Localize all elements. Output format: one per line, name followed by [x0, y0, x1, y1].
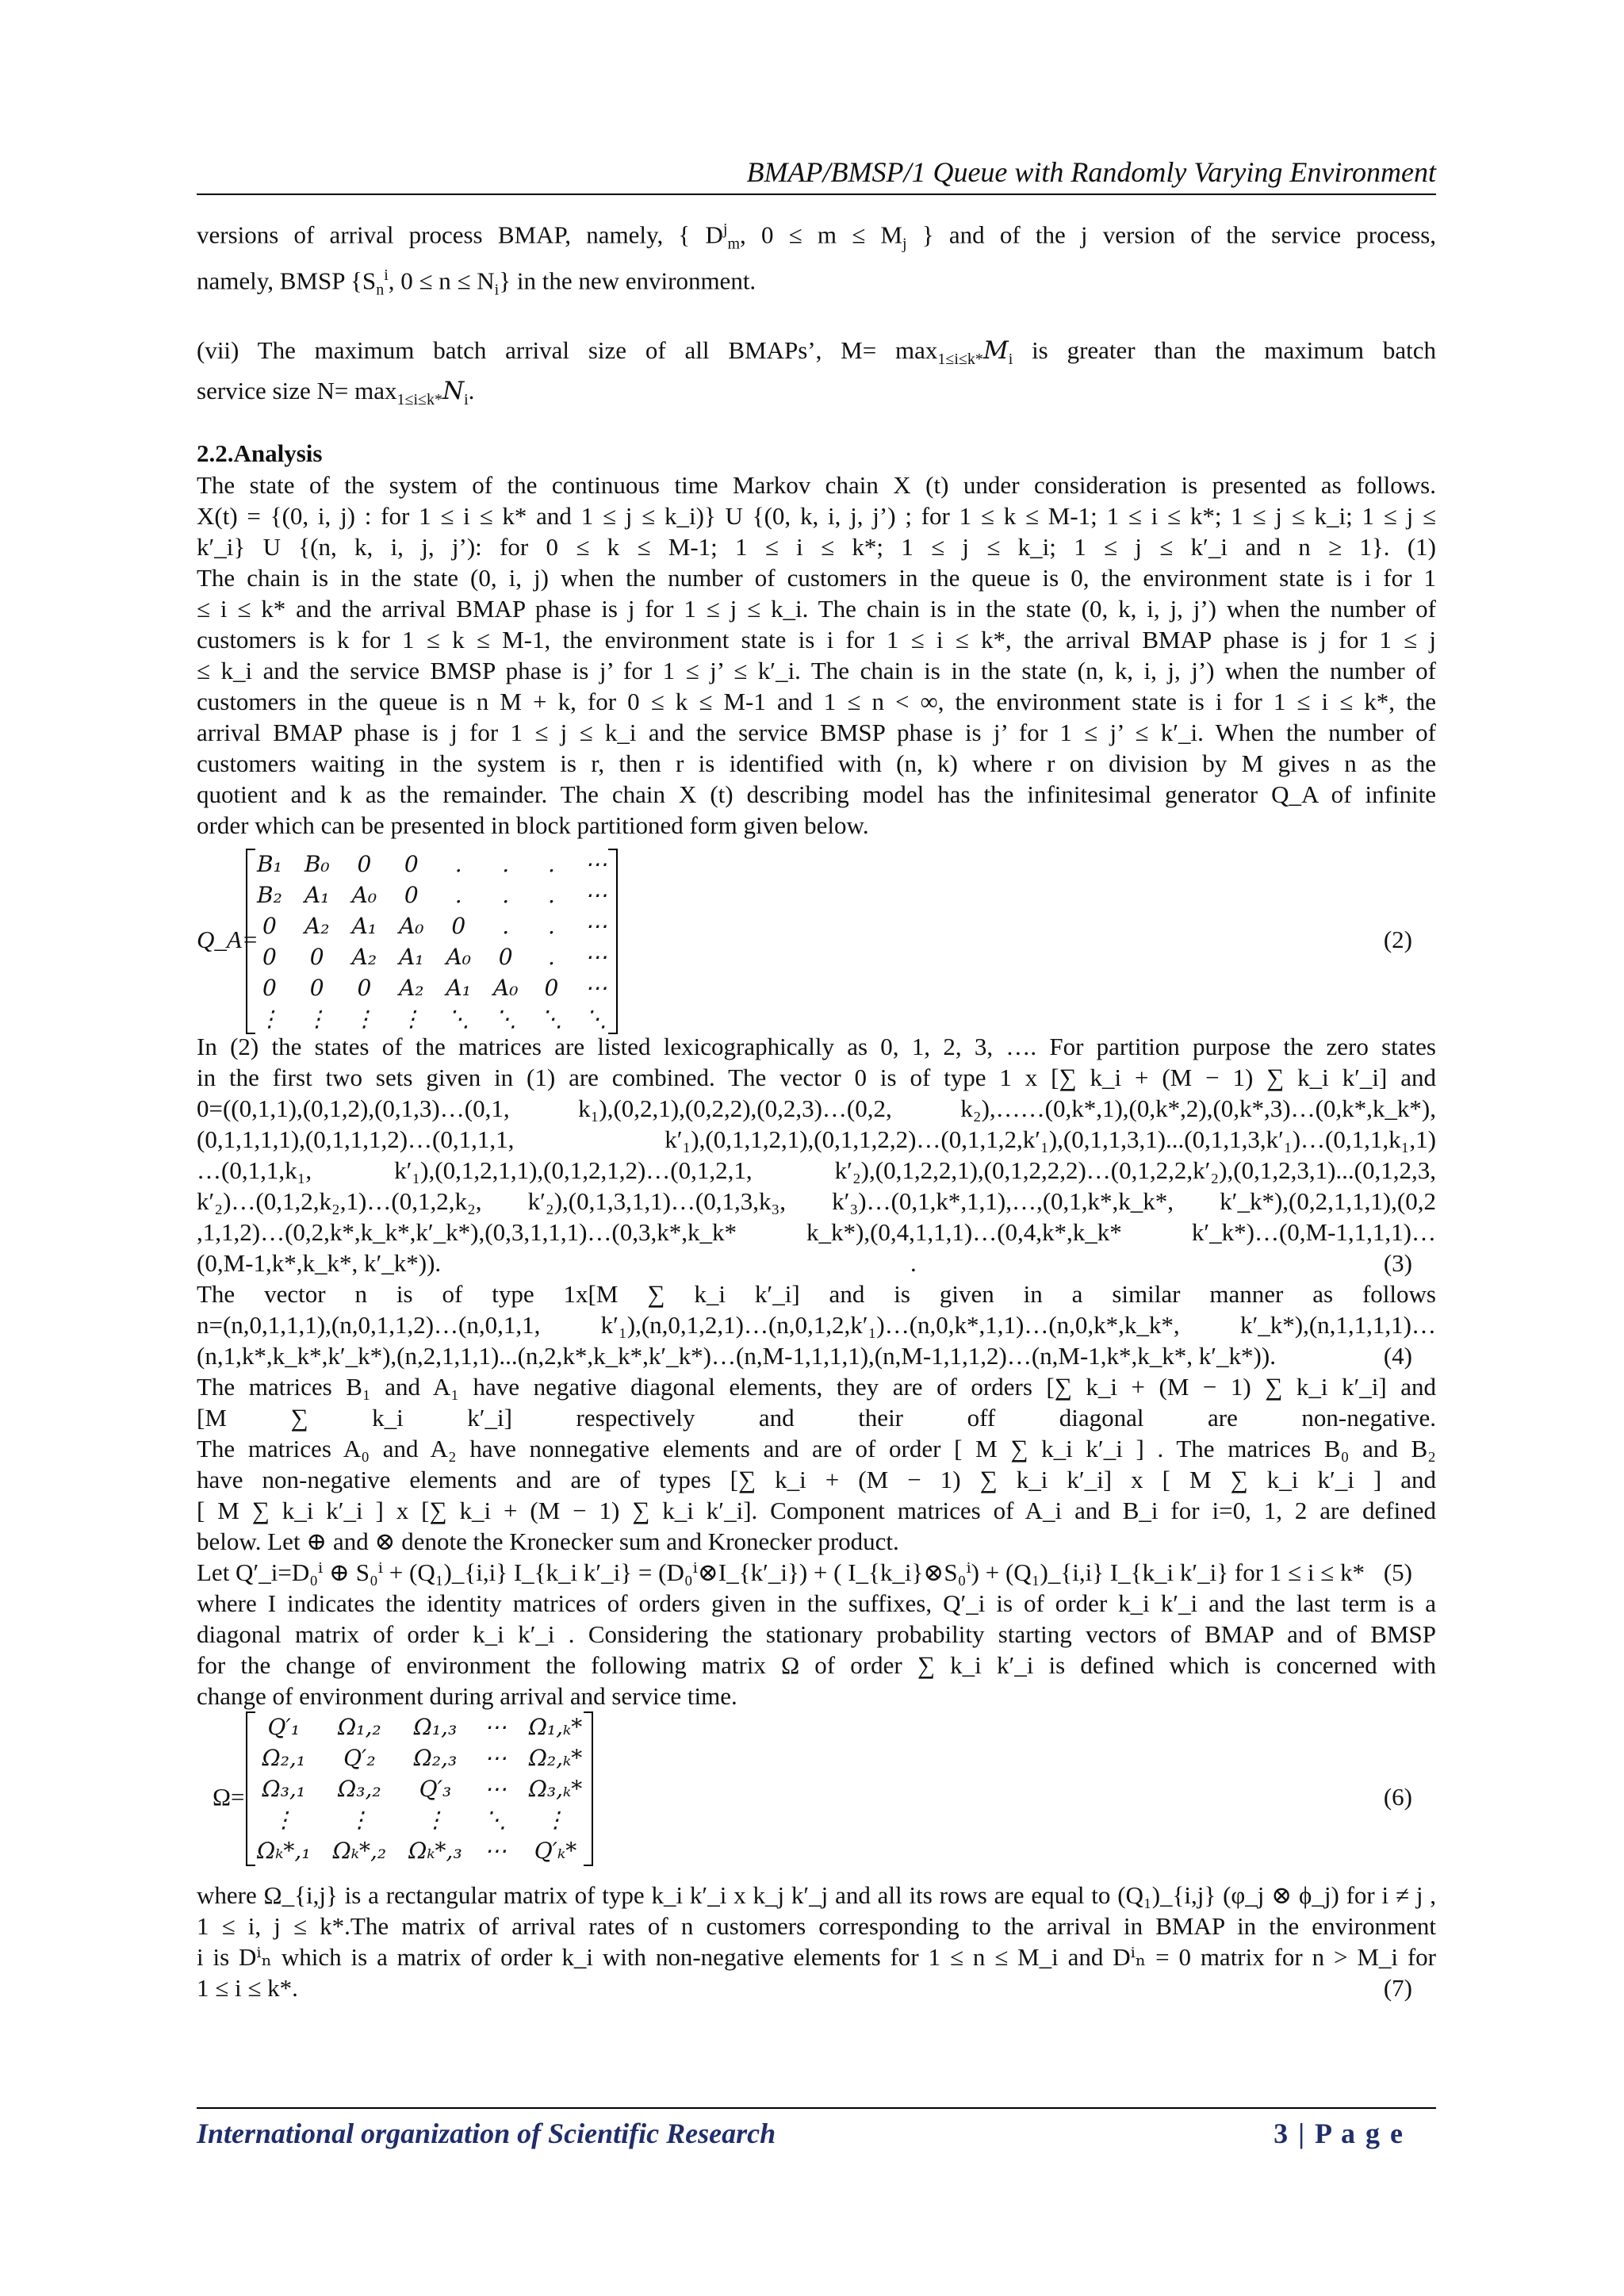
left-bracket — [246, 1711, 255, 1866]
matrix-cell: ⋮ — [348, 1807, 371, 1833]
body-line: i is Dⁱₙ which is a matrix of order k_i with non-negative elements for 1 ≤ n ≤ M_i and Dⁱₙ = 0 matrix for n > M_i for — [197, 1943, 1436, 1971]
body-line: 0=((0,1,1),(0,1,2),(0,1,3)…(0,1, k₁),(0,2,1),(0,2,2),(0,2,3)…(0,2, k₂),……(0,k*,1),(0,k*,2),(0,k*,3)…(0,k*,k_k*), — [197, 1094, 1436, 1122]
body-line: where Ω_{i,j} is a rectangular matrix of type k_i k′_i x k_j k′_j and all its rows are equal to (Q₁)_{i,j} (φ_j ⊗ ϕ_j) for i ≠ j , — [197, 1881, 1436, 1909]
body-line: (0,1,1,1,1),(0,1,1,1,2)…(0,1,1,1, k′₁),(0,1,1,2,1),(0,1,1,2,2)…(0,1,1,2,k′₁),(0,1,1,3,1)...(0,1,1,3,k′₁)…(0,1,1,k₁,1) — [197, 1125, 1436, 1153]
matrix-row — [246, 880, 618, 910]
matrix-cell: Q′ₖ* — [534, 1838, 577, 1864]
para1-text-f: } in the new environment. — [499, 266, 756, 294]
matrix-cell: 0 — [451, 913, 466, 939]
matrix-cell: A₁ — [304, 882, 330, 908]
body-line: (n,1,k*,k_k*,k′_k*),(n,2,1,1,1)...(n,2,k*,k_k*,k′_k*)…(n,M-1,1,1,1),(n,M-1,1,1,2)…(n,M-1,k*,k_k*, k′_k*)). — [197, 1342, 1276, 1370]
matrix-cell: 0 — [357, 851, 372, 877]
matrix-cell: . — [502, 913, 510, 939]
matrix-cell: A₂ — [399, 975, 424, 1001]
body-line: [ M ∑ k_i k′_i ] x [∑ k_i + (M − 1) ∑ k_i k′_i]. Component matrices of A_i and B_i for i=0, 1, 2 are defined — [197, 1497, 1436, 1524]
matrix-cell: 0 — [262, 913, 277, 939]
equation-number: (5) — [1383, 1558, 1412, 1586]
matrix-cell: ⋮ — [272, 1807, 295, 1833]
vector-definitions: In (2) the states of the matrices are listed lexicographically as 0, 1, 2, 3, …. For partition purpose the zero states in the first two sets given in (1) are combined. The vector 0 is of type 1 x [∑ k_i + (M − 1) ∑ k_i k′_i] and 0=((0,1,1),(0,1,2),(0,1,3)…(0,1, k₁),(0,2,1),(0,2,2),(0,2,3)…(0,2, k₂),……(0,k*,1),(0,k*,2),(0,k*,3)…(0,k*,k_k*), (0,1,1,1,1),(0,1,1,1,2)…(0,1,1,1, k′₁),(0,1,1,2,1),(0,1,1,2,2)…(0,1,1,2,k′₁),(0,1,1,3,1)...(0,1,1,3,k′₁)…(0,1,1,k₁,1) …(0,1,1,k₁, k′₁),(0,1,2,1,1),(0,1,2,1,2)…(0,1,2,1, k′₂),(0,1,2,2,1),(0,1,2,2,2)…(0,1,2,2,k′₂),(0,1,2,3,1)...(0,1,2,3, k′₂)…(0,1,2,k₂,1)…(0,1,2,k₂, k′₂),(0,1,3,1,1)…(0,1,3,k₃, k′₃)…(0,1,k*,1,1),…,(0,1,k*,k_k*, k′_k*),(0,2,1,1,1),(0,2 ,1,1,2)…(0,2,k*,k_k*,k′_k*),(0,3,1,1,1)…(0,3,k*,k_k* k_k*),(0,4,1,1,1)…(0,4,k*,k_k* k′_k*)…(0,M-1,1,1,1)… (0,M-1,k*,k_k*, k′_k*)). . (3) The vector n is of type 1x[M ∑ k_i k′_i] and is given in a similar manner as follows n=(n,0,1,1,1),(n,0,1,1,2)…(n,0,1,1, k′₁),(n,0,1,2,1)…(n,0,1,2,k′₁)…(n,0,k*,1,1)…(n,0,k*,k_k*, k′_k*),(n,1,1,1,1)… (n,1,k*,k_k*,k′_k*),(n,2,1,1,1)...(n,2,k*,k_k*,k′_k*)…(n,M-1,1,1,1),(n,M-1,1,1,2)…(n,M-1,k*,k_k*, k′_k*)). (4) The matrices B₁ and A₁ have negative diagonal elements, they are of orders [∑ k_i + (M − 1) ∑ k_i k′_i] and [M ∑ k_i k′_i] respectively and their off diagonal are non-negative. The matrices A₀ and A₂ have nonnegative elements and are of order [ M ∑ k_i k′_i ] . The matrices B₀ and B₂ have non-negative elements and are of types [∑ k_i + (M − 1) ∑ k_i k′_i] x [ M ∑ k_i k′_i ] and [ M ∑ k_i k′_i ] x [∑ k_i + (M − 1) ∑ k_i k′_i]. Component matrices of A_i and B_i for i=0, 1, 2 are defined below. Let ⊕ and ⊗ denote the Kronecker sum and Kronecker product. Let Q′_i=D₀ⁱ ⊕ S₀ⁱ + (Q₁)_{i,i} I_{k_i k′_i} = (D₀ⁱ⊗I_{k′_i}) + ( I_{k_i}⊗S₀ⁱ) + (Q₁)_{i,i} I_{k_i k′_i} for 1 ≤ i ≤ k* (5) where I indicates the identity matrices of orders given in the suffixes, Q′_i is of order k_i k′_i and the last term is a diagonal matrix of order k_i k′_i . Considering the stationary probability starting vectors of BMAP and of BMSP for the change of environment the following matrix Ω of order ∑ k_i k′_i is defined which is concerned with change of environment during arrival and service time. — [197, 1033, 1436, 1710]
para1-text-b: , 0 ≤ m ≤ M — [740, 220, 902, 249]
body-line: The matrices B₁ and A₁ have negative diagonal elements, they are of orders [∑ k_i + (M − 1) ∑ k_i k′_i] and — [197, 1373, 1436, 1401]
matrix-cell: Ω₂,₃ — [413, 1745, 458, 1771]
omega-matrix — [246, 1711, 593, 1866]
matrix-row — [246, 849, 618, 880]
matrix-cell: 0 — [309, 975, 324, 1001]
matrix-cell: Ωₖ*,₁ — [257, 1838, 311, 1864]
analysis-line: k′_i} U {(n, k, i, j, j’): for 0 ≤ k ≤ M-1; 1 ≤ i ≤ k*; 1 ≤ j ≤ k_i; 1 ≤ j ≤ k′_i and n ≥ 1}. (1) — [197, 533, 1436, 561]
matrix-cell: B₀ — [304, 851, 330, 877]
omega-equation — [197, 1711, 1436, 1880]
matrix-row — [246, 972, 618, 1003]
equation-number: (6) — [1383, 1783, 1412, 1811]
closing-paragraph — [197, 1880, 1436, 2003]
matrix-cell: ⋯ — [584, 851, 607, 877]
matrix-cell: ⋱ — [540, 1006, 563, 1032]
matrix-cell: 0 — [544, 975, 559, 1001]
matrix-cell: . — [502, 851, 510, 877]
matrix-cell: . — [502, 882, 510, 908]
equation-number: (7) — [1383, 1974, 1412, 2002]
para2-line2: service size N= max — [197, 377, 397, 405]
para2-mi: M — [982, 336, 1009, 365]
body-line: (0,M-1,k*,k_k*, k′_k*)). — [197, 1249, 442, 1277]
matrix-cell: ⋮ — [400, 1006, 423, 1032]
matrix-cell: A₁ — [446, 975, 471, 1001]
matrix-cell: Ω₃,ₖ* — [528, 1776, 583, 1802]
body-line: Let Q′_i=D₀ⁱ ⊕ S₀ⁱ + (Q₁)_{i,i} I_{k_i k′_i} = (D₀ⁱ⊗I_{k′_i}) + ( I_{k_i}⊗S₀ⁱ) + (Q₁)_{i,i} I_{k_i k′_i} for 1 ≤ i ≤ k* — [197, 1558, 1365, 1586]
matrix-cell: A₂ — [351, 944, 377, 970]
matrix-cell: . — [547, 944, 555, 970]
matrix-cell: 0 — [404, 882, 419, 908]
body-line: in the first two sets given in (1) are combined. The vector 0 is of type 1 x [∑ k_i + (M − 1) ∑ k_i k′_i] and — [197, 1064, 1436, 1091]
body-line: 1 ≤ i ≤ k*. — [197, 1974, 298, 2002]
body-line: for the change of environment the following matrix Ω of order ∑ k_i k′_i is defined which is concerned with — [197, 1651, 1436, 1679]
paragraph-versions: versions of arrival process BMAP, namely, { $D^j_m$, $0 \le m \le M_j$ } and of the j version of the service process, namely, BMSP {$S_n^i$, $0 \le n \le N_i$} in the new environment. — [197, 220, 1437, 299]
body-line: have non-negative elements and are of types [∑ k_i + (M − 1) ∑ k_i k′_i] x [ M ∑ k_i k′_i ] and — [197, 1466, 1436, 1493]
qa-matrix — [246, 849, 618, 1034]
matrix-cell: A₀ — [446, 944, 471, 970]
body-line: In (2) the states of the matrices are listed lexicographically as 0, 1, 2, 3, …. For partition purpose the zero states — [197, 1033, 1436, 1060]
para1-text-e: , 0 ≤ n ≤ N — [388, 266, 495, 294]
para1-text-d: namely, BMSP {S — [197, 266, 377, 294]
running-title: BMAP/BMSP/1 Queue with Randomly Varying Environment — [746, 156, 1436, 188]
qa-equation — [197, 849, 1436, 1031]
matrix-cell: ⋯ — [484, 1745, 507, 1771]
matrix-cell: . — [454, 851, 462, 877]
matrix-cell: 0 — [498, 944, 513, 970]
analysis-paragraph — [197, 470, 1436, 841]
matrix-cell: B₂ — [257, 882, 282, 908]
matrix-row — [246, 941, 618, 972]
body-line: k′₂)…(0,1,2,k₂,1)…(0,1,2,k₂, k′₂),(0,1,3,1,1)…(0,1,3,k₃, k′₃)…(0,1,k*,1,1),…,(0,1,k*,k_k*, k′_k*),(0,2,1,1,1),(0,2 — [197, 1187, 1436, 1215]
body-line: diagonal matrix of order k_i k′_i . Considering the stationary probability starting vectors of BMAP and of BMSP — [197, 1620, 1436, 1648]
analysis-line: ≤ k_i and the service BMSP phase is j’ for 1 ≤ j’ ≤ k′_i. The chain is in the state (n, k, i, j, j’) when the number of — [197, 657, 1436, 684]
matrix-cell: 0 — [404, 851, 419, 877]
qa-label: Q_A= — [197, 926, 259, 953]
matrix-cell: A₂ — [304, 913, 330, 939]
matrix-cell: . — [454, 882, 462, 908]
right-bracket — [584, 1711, 593, 1866]
matrix-cell: ⋱ — [484, 1807, 507, 1833]
body-line: The matrices A₀ and A₂ have nonnegative elements and are of order [ M ∑ k_i k′_i ] . The matrices B₀ and B₂ — [197, 1435, 1436, 1462]
section-heading: 2.2.Analysis — [197, 439, 323, 467]
matrix-cell: ⋮ — [305, 1006, 328, 1032]
matrix-cell: . — [547, 882, 555, 908]
matrix-cell: A₁ — [399, 944, 424, 970]
matrix-cell: ⋮ — [258, 1006, 281, 1032]
body-line: The vector n is of type 1x[M ∑ k_i k′_i] and is given in a similar manner as follows — [197, 1280, 1436, 1308]
matrix-cell: 0 — [262, 944, 277, 970]
matrix-row — [246, 1003, 618, 1034]
matrix-cell: 0 — [357, 975, 372, 1001]
matrix-cell: ⋮ — [353, 1006, 376, 1032]
matrix-cell: A₀ — [492, 975, 519, 1001]
body-line: 1 ≤ i, j ≤ k*.The matrix of arrival rates of n customers corresponding to the arrival in BMAP in the environment — [197, 1912, 1436, 1940]
body-line: where I indicates the identity matrices of orders given in the suffixes, Q′_i is of order k_i k′_i and the last term is a — [197, 1589, 1436, 1617]
footer-organization: International organization of Scientific Research — [197, 2118, 776, 2149]
analysis-line: ≤ i ≤ k* and the arrival BMAP phase is j for 1 ≤ j ≤ k_i. The chain is in the state (0, k, i, j, j’) when the number of — [197, 595, 1436, 623]
equation-number: (4) — [1383, 1342, 1412, 1370]
matrix-cell: ⋯ — [584, 975, 607, 1001]
matrix-cell: B₁ — [257, 851, 282, 877]
matrix-cell: ⋯ — [484, 1776, 507, 1802]
matrix-cell: ⋯ — [584, 882, 607, 908]
matrix-cell: Ωₖ*,₂ — [332, 1838, 387, 1864]
matrix-cell: Ω₃,₂ — [338, 1776, 381, 1802]
analysis-line: customers is k for 1 ≤ k ≤ M-1, the environment state is i for 1 ≤ i ≤ k*, the arrival BMAP phase is j for 1 ≤ j — [197, 626, 1436, 654]
para1-text-c: } and of the j version of the service process, — [921, 220, 1437, 249]
matrix-cell: Ω₁,₂ — [338, 1714, 381, 1740]
matrix-cell: ⋱ — [584, 1006, 607, 1032]
equation-number: (3) — [1383, 1249, 1412, 1277]
running-header — [197, 155, 1436, 195]
matrix-row — [246, 1711, 593, 1742]
matrix-cell: ⋯ — [584, 913, 607, 939]
matrix-cell: Ω₂,₁ — [262, 1745, 306, 1771]
analysis-line: customers in the queue is n M + k, for 0 ≤ k ≤ M-1 and 1 ≤ n < ∞, the environment state is i for 1 ≤ i ≤ k*, the — [197, 688, 1436, 715]
matrix-cell: 0 — [262, 975, 277, 1001]
para2-line1: (vii) The maximum batch arrival size of all BMAPs’, M= max — [197, 336, 938, 364]
matrix-cell: ⋮ — [423, 1807, 446, 1833]
page-footer — [197, 2107, 1436, 2150]
matrix-cell: Ω₂,ₖ* — [528, 1745, 583, 1771]
analysis-line: quotient and k as the remainder. The chain X (t) describing model has the infinitesimal generator Q_A of infinite — [197, 780, 1436, 808]
matrix-cell: Ω₁,ₖ* — [528, 1714, 583, 1740]
matrix-cell: ⋯ — [484, 1714, 507, 1740]
matrix-cell: Q′₃ — [419, 1776, 452, 1802]
matrix-cell: ⋯ — [584, 944, 607, 970]
matrix-row — [246, 910, 618, 941]
para2-line2c: . — [468, 377, 475, 405]
analysis-line: X(t) = {(0, i, j) : for 1 ≤ i ≤ k* and 1 ≤ j ≤ k_i)} U {(0, k, i, j, j’) ; for 1 ≤ k ≤ M-1; 1 ≤ i ≤ k*; 1 ≤ j ≤ k_i; 1 ≤ j ≤ — [197, 502, 1436, 530]
para1-sub-m: m — [727, 235, 740, 253]
matrix-cell: . — [547, 913, 555, 939]
body-line: ,1,1,2)…(0,2,k*,k_k*,k′_k*),(0,3,1,1,1)…(0,3,k*,k_k* k_k*),(0,4,1,1,1)…(0,4,k*,k_k* k′_k*)…(0,M-1,1,1,1)… — [197, 1218, 1436, 1246]
matrix-cell: . — [547, 851, 555, 877]
matrix-cell: A₀ — [351, 882, 377, 908]
analysis-line: arrival BMAP phase is j for 1 ≤ j ≤ k_i and the service BMSP phase is j’ for 1 ≤ j’ ≤ k′_i. When the number of — [197, 719, 1436, 746]
body-line: below. Let ⊕ and ⊗ denote the Kronecker sum and Kronecker product. — [197, 1527, 899, 1555]
body-line: change of environment during arrival and service time. — [197, 1682, 737, 1710]
paragraph-vii: (vii) The maximum batch arrival size of all BMAPs’, $M= \max_{1\le i\le k*}M_i$ is greater than the maximum batch service size $N= \max_{1\le i\le k*}N_i$. — [197, 336, 1436, 409]
para1-text-a: versions of arrival process BMAP, namely, { D — [197, 220, 723, 249]
para2-line1c: is greater than the maximum batch — [1013, 336, 1436, 364]
analysis-line: The state of the system of the continuous time Markov chain X (t) under consideration is presented as follows. — [197, 471, 1436, 499]
matrix-cell: ⋱ — [447, 1006, 470, 1032]
right-bracket — [608, 849, 618, 1034]
left-bracket — [246, 849, 255, 1034]
matrix-cell: ⋱ — [494, 1006, 517, 1032]
page-number: 3 | P a g e — [1274, 2118, 1404, 2149]
matrix-row — [246, 1804, 593, 1835]
matrix-cell: Ωₖ*,₃ — [408, 1838, 462, 1864]
body-line: n=(n,0,1,1,1),(n,0,1,1,2)…(n,0,1,1, k′₁),(n,0,1,2,1)…(n,0,1,2,k′₁)…(n,0,k*,1,1)…(n,0,k*,k_k*, k′_k*),(n,1,1,1,1)… — [197, 1311, 1436, 1339]
matrix-cell: Ω₃,₁ — [262, 1776, 306, 1802]
matrix-cell: Q′₂ — [343, 1745, 376, 1771]
matrix-cell: ⋯ — [484, 1838, 507, 1864]
analysis-line: customers waiting in the system is r, then r is identified with (n, k) where r on division by M gives n as the — [197, 749, 1436, 777]
matrix-cell: A₁ — [351, 913, 377, 939]
analysis-line: order which can be presented in block partitioned form given below. — [197, 811, 869, 839]
matrix-cell: A₀ — [399, 913, 424, 939]
omega-label: Ω= — [213, 1783, 245, 1811]
matrix-row — [246, 1773, 593, 1804]
para2-ni: N — [442, 377, 465, 406]
body-line: [M ∑ k_i k′_i] respectively and their off diagonal are non-negative. — [197, 1404, 1436, 1432]
matrix-row — [246, 1835, 593, 1866]
matrix-cell: 0 — [309, 944, 324, 970]
matrix-cell: Q′₁ — [267, 1714, 301, 1740]
analysis-line: The chain is in the state (0, i, j) when the number of customers in the queue is 0, the environment state is i for 1 — [197, 564, 1436, 592]
matrix-cell: ⋮ — [544, 1807, 567, 1833]
matrix-row — [246, 1742, 593, 1773]
matrix-cell: Ω₁,₃ — [413, 1714, 458, 1740]
equation-number: (2) — [1383, 926, 1412, 953]
body-line: …(0,1,1,k₁, k′₁),(0,1,2,1,1),(0,1,2,1,2)…(0,1,2,1, k′₂),(0,1,2,2,1),(0,1,2,2,2)…(0,1,2,2,k′₂),(0,1,2,3,1)...(0,1,2,3, — [197, 1156, 1436, 1184]
